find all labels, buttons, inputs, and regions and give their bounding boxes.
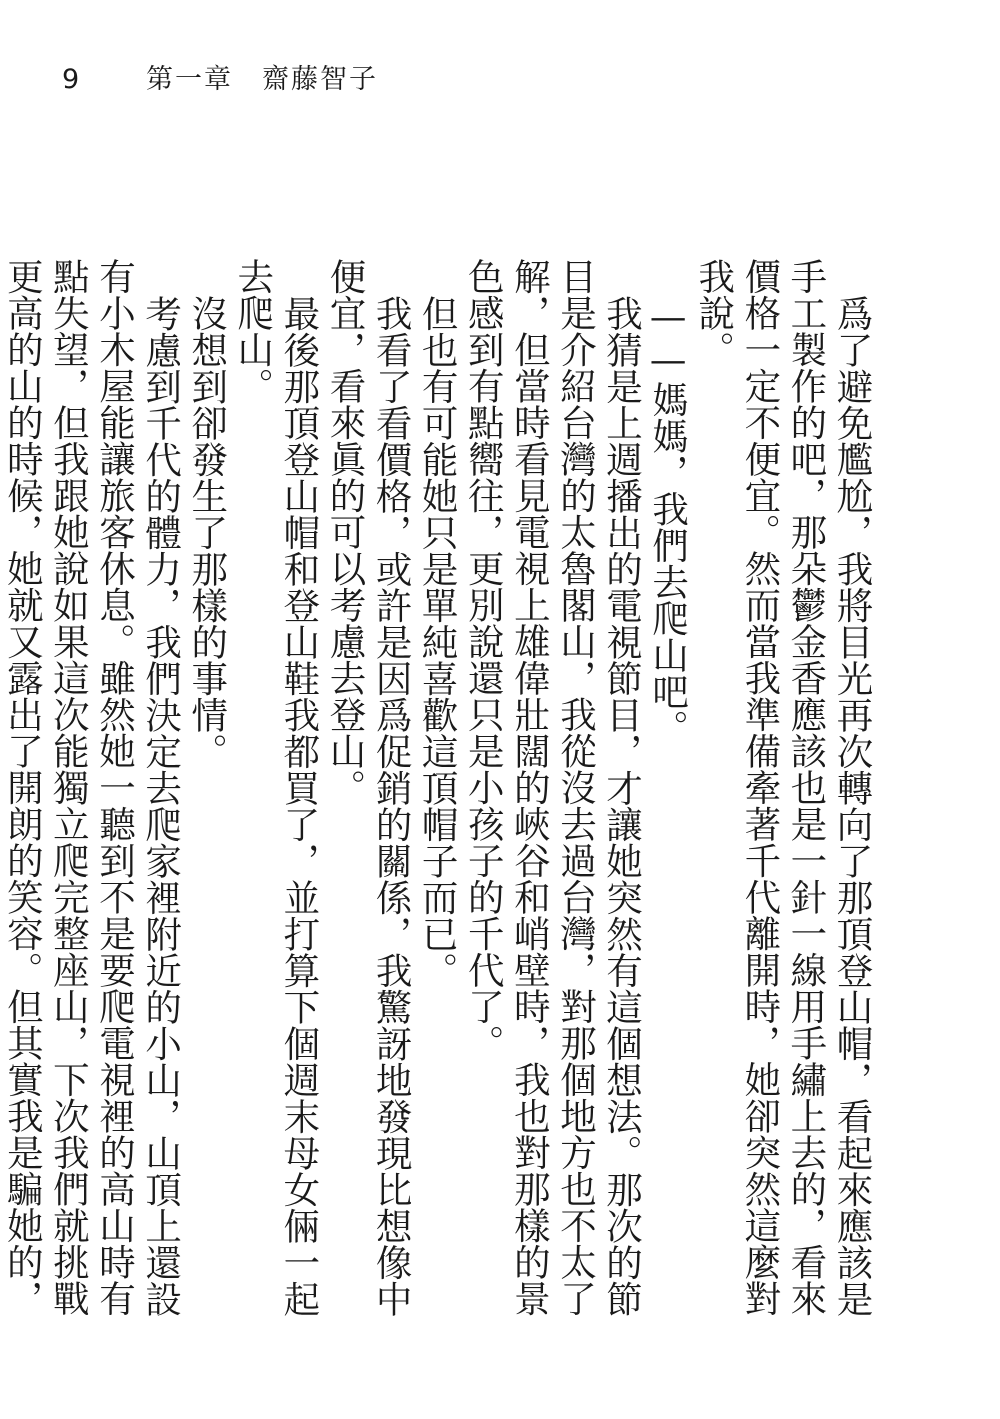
paragraph: 我猜是上週播出的電視節目，才讓她突然有這個想法。那次的節目是介紹台灣的太魯閣山，我從沒去過台灣，對那個地方也不太了解，但當時看見電視上雄偉壯闊的峽谷和峭壁時，我也對那樣的景色感到有點嚮往，更別說還只是小孩子的千代了。 (462, 258, 644, 1317)
paragraph: 考慮到千代的體力，我們決定去爬家裡附近的小山，山頂上還設有小木屋能讓旅客休息。雖然她一聽到不是要爬電視裡的高山時有點失望，但我跟她說如果這次能獨立爬完整座山，下次我們就挑戰更高的山的時候，她就又露出了開朗的笑容。但其實我是騙她的， (1, 258, 183, 1317)
page-header (0, 62, 1000, 102)
paragraph: 最後那頂登山帽和登山鞋我都買了，並打算下個週末母女倆一起去爬山。 (231, 258, 321, 1317)
paragraph: ——媽媽，我們去爬山吧。 (646, 294, 690, 746)
paragraph: 我看了看價格，或許是因爲促銷的關係，我驚訝地發現比想像中便宜，看來眞的可以考慮去登山。 (323, 258, 414, 1317)
paragraph: 但也有可能她只是單純喜歡這頂帽子而已。 (416, 294, 460, 988)
body-text (0, 258, 875, 1338)
paragraph: 爲了避免尷尬，我將目光再次轉向了那頂登山帽，看起來應該是手工製作的吧，那朵鬱金香應該也是一針一線用手繡上去的，看來價格一定不便宜。然而當我準備牽著千代離開時，她卻突然這麼對我說。 (692, 258, 874, 1317)
page-number: 9 (62, 64, 80, 95)
paragraph: 沒想到卻發生了那樣的事情。 (185, 294, 229, 769)
chapter-title: 第一章 齋藤智子 (146, 64, 378, 95)
